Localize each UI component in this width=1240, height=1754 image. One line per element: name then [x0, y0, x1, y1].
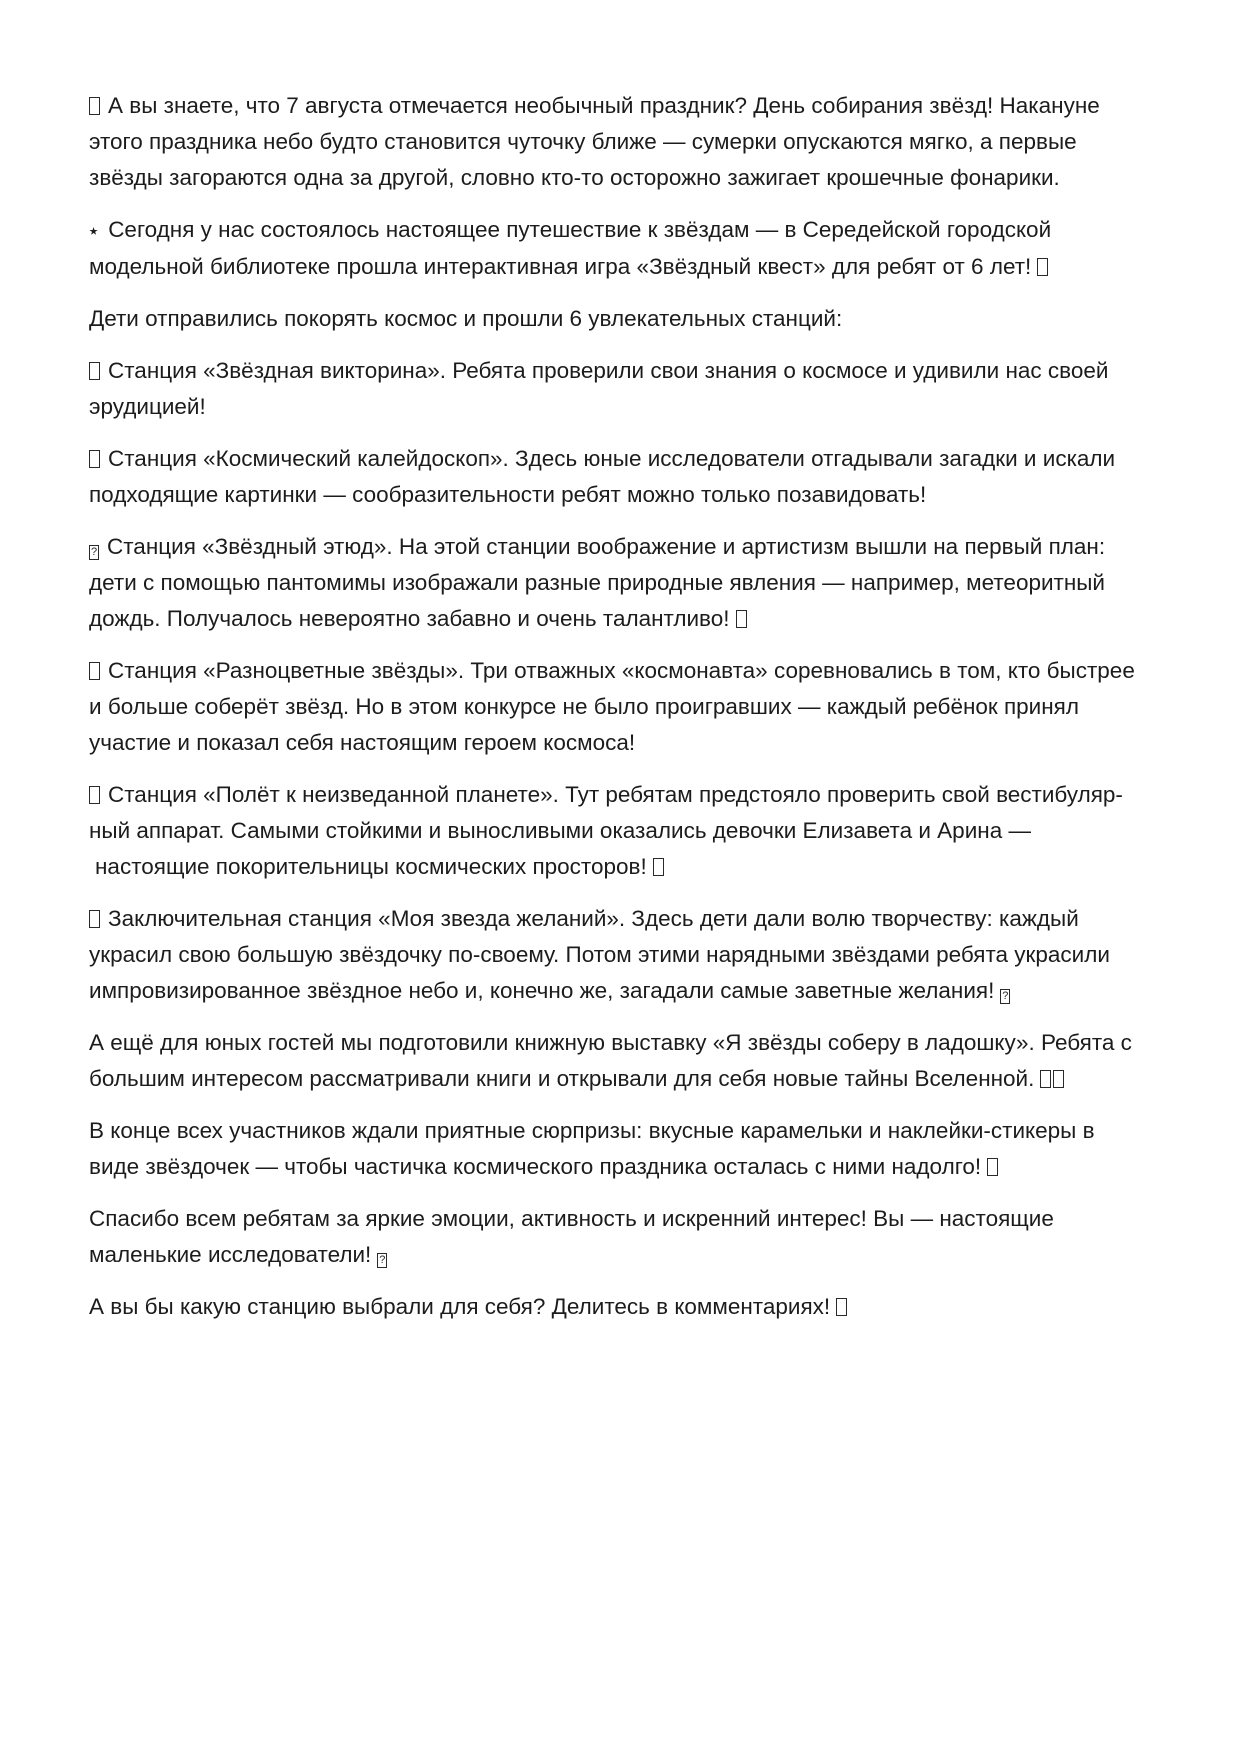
paragraph-stations-intro — [89, 301, 1161, 337]
text-line: участие и показал себя настоящим героем космоса! — [89, 730, 636, 755]
paragraph-surprises — [89, 1113, 1161, 1185]
replacement-box-icon — [89, 450, 100, 468]
text-line: подходящие картинки — сообразительности ребят можно только позавидовать! — [89, 482, 927, 507]
paragraph-station-wish-star — [89, 901, 1161, 1009]
text-line: А ещё для юных гостей мы подготовили книжную выставку «Я звёзды соберу в ладошку». Ребята с — [89, 1030, 1132, 1055]
line-text: маленькие исследователи! — [89, 1242, 372, 1267]
text-line — [89, 1237, 1161, 1273]
text-line — [89, 601, 1161, 637]
replacement-box-icon — [987, 1158, 998, 1176]
text-line — [89, 249, 1161, 285]
line-text: настоящие покорительницы космических просторов! — [95, 854, 647, 879]
text-line — [89, 653, 1161, 689]
line-text: большим интересом рассматривали книги и открывали для себя новые тайны Вселенной. — [89, 1066, 1035, 1091]
paragraph-station-colored-stars — [89, 653, 1161, 761]
replacement-box-icon — [89, 362, 100, 380]
text-line: Спасибо всем ребятам за яркие эмоции, активность и искренний интерес! Вы — настоящие — [89, 1206, 1054, 1231]
text-line — [89, 1289, 1161, 1325]
text-line — [89, 212, 1161, 249]
text-line — [89, 441, 1161, 477]
text-line — [89, 88, 1161, 124]
line-text: модельной библиотеке прошла интерактивная игра «Звёздный квест» для ребят от 6 лет! — [89, 254, 1032, 279]
replacement-box-icon — [1040, 1070, 1051, 1088]
text-line — [89, 529, 1161, 565]
line-text: Станция «Космический калейдоскоп». Здесь юные исследователи отгадывали загадки и искали — [108, 446, 1116, 471]
replacement-box-icon — [736, 610, 747, 628]
line-text: импровизированное звёздное небо и, конечно же, загадали самые заветные желания! — [89, 978, 995, 1003]
text-line — [89, 1061, 1161, 1097]
line-text: Станция «Звёздная викторина». Ребята проверили свои знания о космосе и удивили нас своей — [108, 358, 1109, 383]
line-text: Станция «Полёт к неизведанной планете». Тут ребятам предстояло проверить свой вестибуляр- — [108, 782, 1123, 807]
text-line — [89, 973, 1161, 1009]
paragraph-station-kaleidoscope — [89, 441, 1161, 513]
replacement-box-icon — [1053, 1070, 1064, 1088]
document-body — [89, 88, 1161, 1341]
text-line — [89, 901, 1161, 937]
line-text: Станция «Звёздный этюд». На этой станции воображение и артистизм вышли на первый план: — [107, 534, 1106, 559]
paragraph-intro — [89, 88, 1161, 196]
text-line: В конце всех участников ждали приятные сюрпризы: вкусные карамельки и наклейки-стикеры в — [89, 1118, 1095, 1143]
replacement-box-icon — [89, 786, 100, 804]
star-icon: ⭑ — [89, 221, 99, 240]
text-line: украсил свою большую звёздочку по-своему. Потом этими нарядными звёздами ребята украсили — [89, 942, 1110, 967]
line-text: виде звёздочек — чтобы частичка космического праздника осталась с ними надолго! — [89, 1154, 982, 1179]
paragraph-station-flight — [89, 777, 1161, 885]
replacement-box-icon — [89, 97, 100, 115]
line-text: Сегодня у нас состоялось настоящее путешествие к звёздам — в Середейской городской — [108, 217, 1052, 242]
text-line — [89, 849, 1161, 885]
text-line: Дети отправились покорять космос и прошли 6 увлекательных станций: — [89, 306, 843, 331]
text-line — [89, 1149, 1161, 1185]
line-text: А вы знаете, что 7 августа отмечается необычный праздник? День собирания звёзд! Накануне — [108, 93, 1100, 118]
paragraph-thanks — [89, 1201, 1161, 1273]
replacement-box-icon — [836, 1298, 847, 1316]
question-box-icon — [377, 1253, 387, 1268]
replacement-box-icon — [89, 662, 100, 680]
line-text: А вы бы какую станцию выбрали для себя? Делитесь в комментариях! — [89, 1294, 831, 1319]
text-line: дети с помощью пантомимы изображали разные природные явления — например, метеоритный — [89, 570, 1106, 595]
paragraph-event — [89, 212, 1161, 285]
text-line: и больше соберёт звёзд. Но в этом конкурсе не было проигравших — каждый ребёнок принял — [89, 694, 1079, 719]
paragraph-book-exhibition — [89, 1025, 1161, 1097]
line-text: Станция «Разноцветные звёзды». Три отважных «космонавта» соревновались в том, кто быстрее — [108, 658, 1135, 683]
replacement-box-icon — [1037, 258, 1048, 276]
question-box-icon — [89, 545, 99, 560]
question-box-icon — [1000, 989, 1010, 1004]
paragraph-station-quiz — [89, 353, 1161, 425]
replacement-box-icon — [653, 858, 664, 876]
text-line: звёзды загораются одна за другой, словно кто-то осторожно зажигает крошечные фонарики. — [89, 165, 1060, 190]
replacement-box-icon — [89, 910, 100, 928]
text-line: ный аппарат. Самыми стойкими и выносливыми оказались девочки Елизавета и Арина — — [89, 818, 1031, 843]
text-line: этого праздника небо будто становится чуточку ближе — сумерки опускаются мягко, а первые — [89, 129, 1077, 154]
line-text: Заключительная станция «Моя звезда желаний». Здесь дети дали волю творчеству: каждый — [108, 906, 1079, 931]
text-line: эрудицией! — [89, 394, 206, 419]
paragraph-question — [89, 1289, 1161, 1325]
text-line — [89, 353, 1161, 389]
text-line — [89, 777, 1161, 813]
line-text: дождь. Получалось невероятно забавно и очень талантливо! — [89, 606, 730, 631]
paragraph-station-etude — [89, 529, 1161, 637]
